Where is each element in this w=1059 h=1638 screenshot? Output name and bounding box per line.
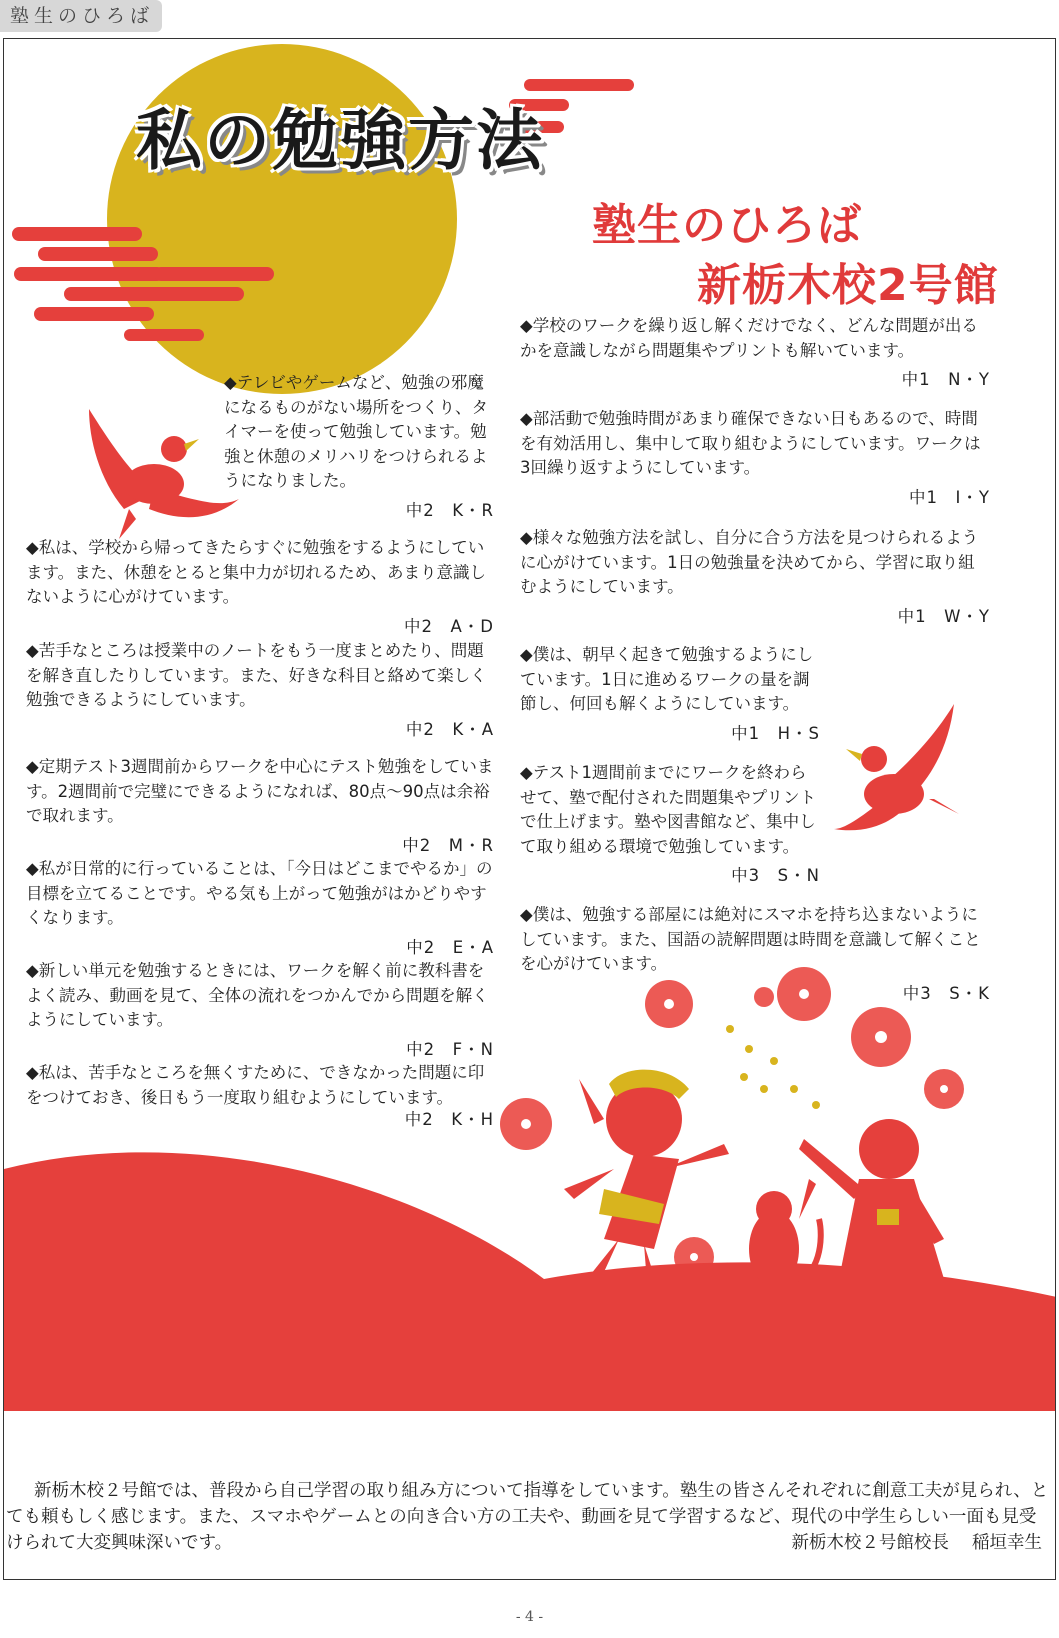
entry-text: ◆苦手なところは授業中のノートをもう一度まとめたり、問題を解き直したりしています。また、好きな科目と絡めて楽しく勉強できるようにしています。 [26, 641, 487, 709]
entry-text: ◆私が日常的に行っていることは、「今日はどこまでやるか」の目標を立てることです。やる気も上がって勉強がはかどりやすくなります。 [26, 859, 493, 927]
entry-signature: 中2 K・R [405, 500, 494, 520]
entry-text: ◆僕は、勉強する部屋には絶対にスマホを持ち込まないようにしています。また、国語の読解問題は時間を意識して解くことを心がけています。 [520, 905, 981, 973]
article-frame [3, 38, 1056, 1580]
entry-text: ◆僕は、朝早く起きて勉強するようにしています。1日に進めるワークの量を調節し、何回も解くようにしています。 [520, 645, 814, 713]
list-item [26, 536, 494, 639]
principal-comment [6, 1478, 1050, 1556]
red-bird-right-icon [834, 704, 959, 830]
entry-signature: 中3 S・K [902, 983, 990, 1003]
list-item [520, 643, 820, 746]
entry-signature: 中2 A・D [404, 616, 494, 636]
entry-signature: 中1 W・Y [897, 606, 990, 626]
page-number: - 4 - [515, 1609, 544, 1625]
entry-text: ◆定期テスト3週間前からワークを中心にテスト勉強をしています。2週間前で完璧にできるようになれば、80点～90点は余裕で取れます。 [26, 757, 494, 825]
list-item [520, 903, 990, 1006]
list-item [26, 959, 494, 1062]
entry-text: ◆学校のワークを繰り返し解くだけでなく、どんな問題が出るかを意識しながら問題集やプリントも解いています。 [520, 316, 978, 360]
entry-signature: 中2 M・R [402, 835, 494, 855]
list-item [26, 639, 494, 742]
entry-text: ◆テスト1週間前までにワークを終わらせて、塾で配付された問題集やプリントで仕上げます。塾や図書館など、集中して取り組める環境で勉強しています。 [520, 763, 817, 856]
entry-signature: 中3 S・N [731, 866, 820, 885]
entry-text: ◆テレビやゲームなど、勉強の邪魔になるものがない場所をつくり、タイマーを使って勉強しています。勉強と休憩のメリハリをつけられるようになりました。 [224, 373, 488, 490]
entry-text: ◆私は、学校から帰ってきたらすぐに勉強をするようにしています。また、休憩をとると集中力が切れるため、あまり意識しないように心がけています。 [26, 538, 487, 606]
entry-signature: 中2 E・A [406, 937, 494, 957]
list-item [26, 755, 494, 858]
entry-text: ◆私は、苦手なところを無くすために、できなかった問題に印をつけておき、後日もう一度取り組むようにしています。 [26, 1063, 485, 1107]
entry-text: ◆新しい単元を勉強するときには、ワークを解く前に教科書をよく読み、動画を見て、全体の流れをつかんでから問題を解くようにしています。 [26, 961, 489, 1029]
gold-dots [726, 1025, 820, 1109]
comment-signature: 新栃木校２号館校長 稲垣幸生 [791, 1533, 1042, 1553]
entry-text: ◆様々な勉強方法を試し、自分に合う方法を見つけられるように心がけています。1日の勉強量を決めてから、学習に取り組むようにしています。 [520, 528, 979, 596]
entry-signature: 中1 N・Y [901, 370, 990, 389]
list-item [520, 407, 990, 510]
page-title: 私の勉強方法 [136, 102, 544, 179]
list-item [520, 526, 990, 629]
entry-signature: 中2 K・H [404, 1110, 494, 1129]
entry-signature: 中1 H・S [731, 723, 820, 743]
subtitle-section: 塾生のひろば [592, 200, 862, 251]
red-bird-left-icon [89, 409, 239, 539]
entry-signature: 中2 F・N [406, 1039, 494, 1059]
entry-signature: 中1 I・Y [909, 487, 990, 507]
list-item [520, 314, 990, 393]
subtitle-school: 新栃木校2号館 [697, 260, 999, 311]
list-item [224, 371, 494, 523]
comment-body: 新栃木校２号館では、普段から自己学習の取り組み方について指導をしています。塾生の皆さんそれぞれに創意工夫が見られ、とても頼もしく感じます。また、スマホやゲームとの向き合い方の工夫や、動画を見て学習するなど、現代の中学生らしい一面も見受けられて大変興味深いです。 [6, 1481, 1049, 1553]
list-item [520, 761, 820, 889]
entry-text: ◆部活動で勉強時間があまり確保できない日もあるので、時間を有効活用し、集中して取り組むようにしています。ワークは3回繰り返すようにしています。 [520, 409, 981, 477]
entry-signature: 中2 K・A [405, 719, 494, 739]
cat-figure-icon [749, 1179, 821, 1287]
list-item [26, 857, 494, 960]
section-tag: 塾生のひろば [0, 0, 162, 32]
list-item [26, 1061, 494, 1133]
